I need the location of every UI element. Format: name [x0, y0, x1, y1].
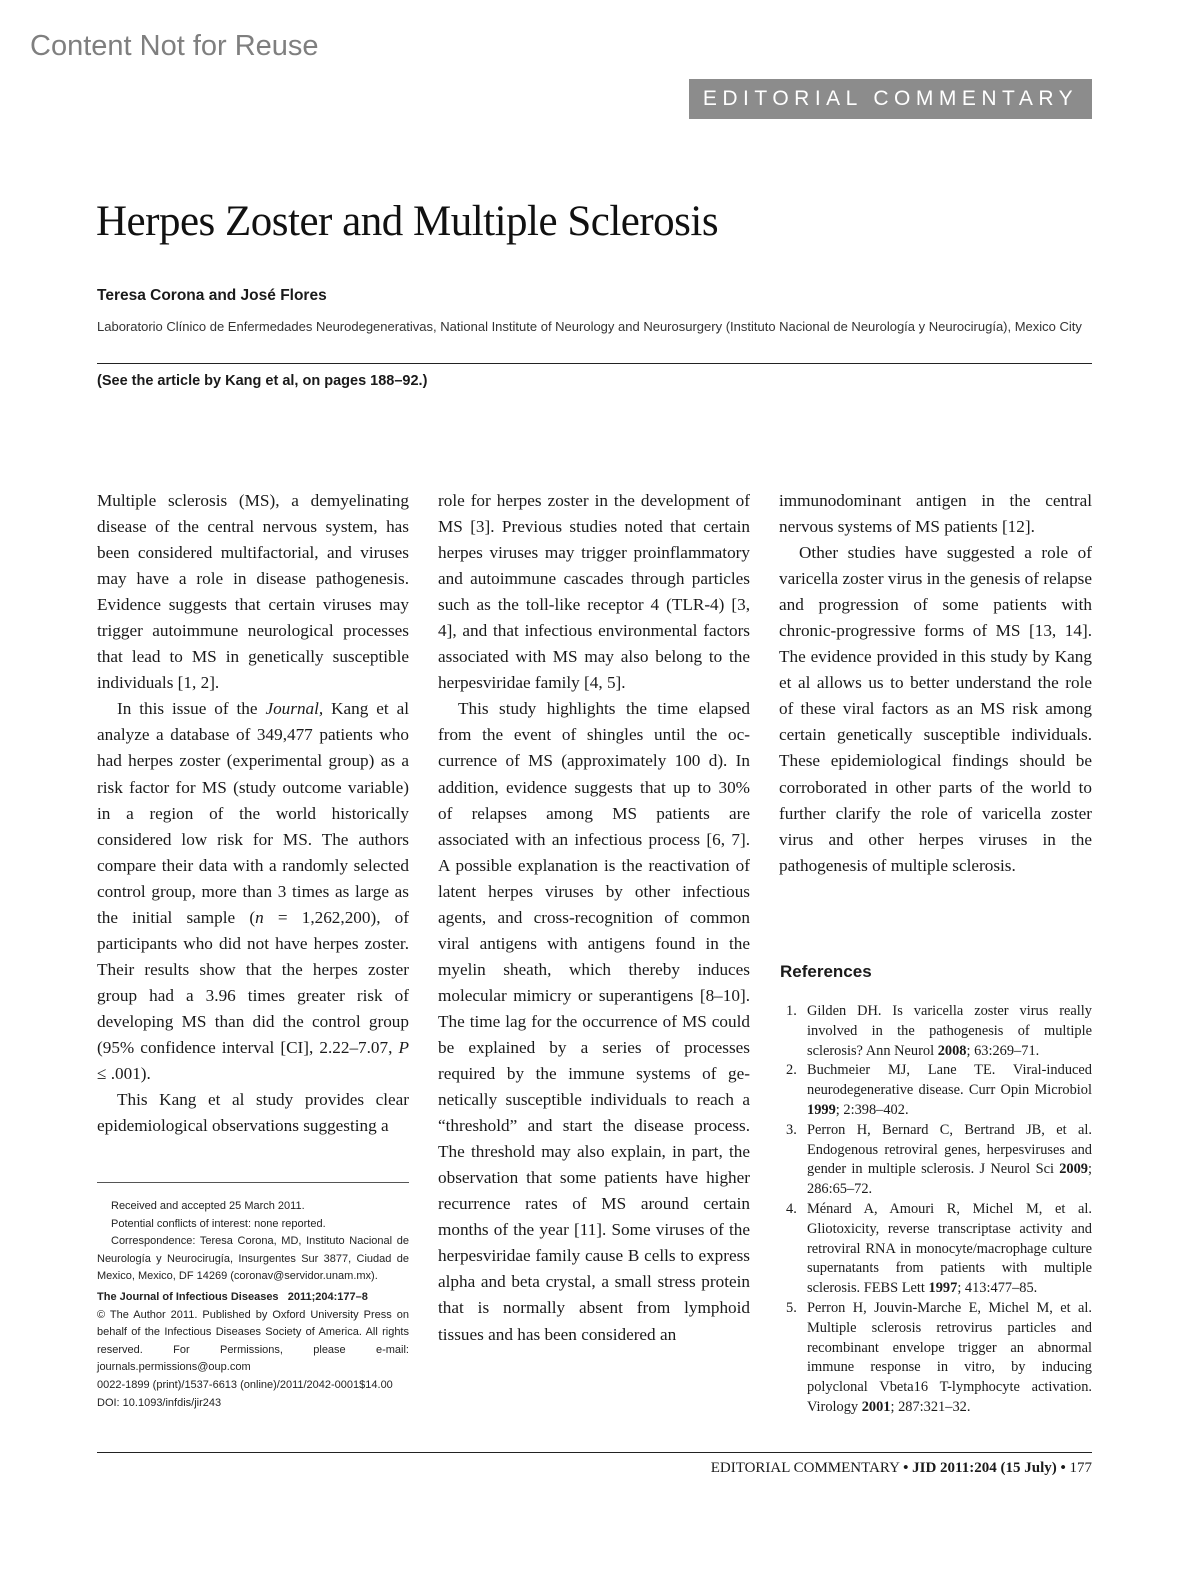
reference-number: 2. — [786, 1062, 797, 1079]
header-rule — [97, 363, 1092, 364]
page-number: 177 — [1069, 1460, 1092, 1476]
conflicts-note: Potential conflicts of interest: none reported. — [111, 1217, 326, 1230]
author-names: Teresa Corona and José Flores — [97, 287, 327, 304]
reference-number: 1. — [786, 1003, 797, 1019]
reference-year: 2001 — [861, 1398, 891, 1415]
author-affiliation: Laboratorio Clínico de Enfermedades Neurodegenerativas, National Institute of Neurology and Neurosurgery (Instituto Nacional de Neurología y Neurocirugía), Mexico City — [97, 319, 1082, 334]
reference-number: 4. — [786, 1200, 797, 1217]
running-section: EDITORIAL COMMENTARY — [710, 1460, 900, 1476]
bullet-separator: • — [1060, 1460, 1066, 1476]
reference-text: Ménard A, Amouri R, Michel M, et al. Gliotoxicity, reverse transcriptase activity and retroviral RNA in monocyte/macrophage culture supernatants from patients with multiple sclerosis. FEBS Lett 1997; 413:477–85. — [807, 1200, 1092, 1297]
running-footer — [711, 1460, 1092, 1477]
doi-line[interactable]: DOI: 10.1093/infdis/jir243 — [97, 1396, 222, 1409]
journal-italic: Journal, — [265, 699, 324, 719]
reference-text: Perron H, Jouvin-Marche E, Michel M, et al. Multiple sclerosis retrovirus particles and recombinant envelope trigger an abnormal immune response in vitro, by inducing polyclonal Vbeta16 T-lymphocyte activation. Virology 2001; 287:321–32. — [807, 1299, 1092, 1415]
references-heading: References — [780, 962, 872, 981]
reference-year: 2008 — [937, 1042, 967, 1059]
bullet-separator: • — [903, 1460, 909, 1476]
body-paragraph: This study highlights the time elapsed from the event of shingles until the occurrence of MS (approximately 100 d). In addition, evidence suggests that up to 30% of relapses among MS patients are associated with an infectious process [6, 7]. A possible explanation is the reactivation of latent herpes viruses by other infectious agents, and cross-recognition of common viral antigens with antigens found in the myelin sheath, which thereby induces molecular mimicry or superantigens [8–10]. The time lag for the occurrence of MS could be explained by a series of processes required by the immune systems of genetically susceptible individuals to reach a “threshold” and start the disease process. The threshold may also explain, in part, the observation that some patients have higher recurrence rates of MS around certain months of the year [11]. Some viruses of the herpesviridae family cause B cells to express alpha and beta crystal, a small stress protein that is normally absent from lymphoid tissues and has been considered an — [438, 699, 750, 1344]
body-paragraph: immunodominant antigen in the central nervous systems of MS patients [12]. — [779, 491, 1092, 537]
body-column-3 — [779, 488, 1092, 879]
reference-number: 3. — [786, 1121, 797, 1138]
section-banner: EDITORIAL COMMENTARY — [689, 79, 1092, 119]
body-column-1 — [97, 488, 409, 1139]
received-date: Received and accepted 25 March 2011. — [111, 1200, 305, 1212]
article-title: Herpes Zoster and Multiple Sclerosis — [96, 198, 719, 245]
reference-year: 1997 — [928, 1280, 958, 1297]
article-footnotes — [97, 1198, 409, 1412]
issn-line: 0022-1899 (print)/1537-6613 (online)/2011/2042-0001$14.00 — [97, 1378, 393, 1391]
journal-citation: The Journal of Infectious Diseases 2011;204:177–8 — [97, 1290, 368, 1303]
reference-item — [786, 1200, 1092, 1299]
reference-item — [786, 1299, 1092, 1418]
body-paragraph: Multiple sclerosis (MS), a demyelinating disease of the central nervous system, has been considered multifactorial, and viruses may have a role in disease pathogenesis. Evidence suggests that certain viruses may trigger autoimmune neurological processes that lead to MS in genetically susceptible individuals [1, 2]. — [97, 491, 409, 693]
reference-item — [786, 1121, 1092, 1200]
body-paragraph: This Kang et al study provides clear epidemiological observations suggesting a — [97, 1090, 409, 1136]
reference-item — [786, 1002, 1092, 1061]
reference-number: 5. — [786, 1299, 797, 1316]
reference-text: Perron H, Bernard C, Bertrand JB, et al. Endogenous retroviral genes, herpesviruses and gender in multiple sclerosis. J Neurol Sci 2009; 286:65–72. — [807, 1121, 1092, 1198]
reference-year: 2009 — [1059, 1161, 1088, 1178]
reference-item — [786, 1061, 1092, 1120]
footnote-rule — [97, 1182, 409, 1183]
body-paragraph: In this issue of the Journal, Kang et al analyze a database of 349,477 patients who had herpes zoster (experimental group) as a risk factor for MS (study outcome variable) in a region of the world historically considered low risk for MS. The authors compare their data with a randomly selected control group, more than 3 times as large as the initial sample (n = 1,262,200), of participants who did not have herpes zoster. Their results show that the herpes zoster group had a 3.96 times greater risk of developing MS than did the control group (95% confidence interval [CI], 2.22–7.07, P ≤ .001). — [97, 699, 409, 1084]
correspondence-note: Correspondence: Teresa Corona, MD, Instituto Nacional de Neurología y Neurocirugía, Insurgentes Sur 3877, Ciudad de Mexico, Mexico, DF 14269 (coronav@servidor.unam.mx). — [97, 1235, 409, 1283]
related-article-note[interactable]: (See the article by Kang et al, on pages 188–92.) — [97, 373, 428, 389]
reference-year: 1999 — [807, 1101, 836, 1118]
footer-rule — [97, 1452, 1092, 1453]
copyright-note: © The Author 2011. Published by Oxford University Press on behalf of the Infectious Diseases Society of America. All rights reserved. For Permissions, please e-mail: journals.permissions@oup.com — [97, 1308, 409, 1374]
reference-text: Buchmeier MJ, Lane TE. Viral-induced neurodegenerative disease. Curr Opin Microbiol 1999; 2:398–402. — [807, 1062, 1092, 1118]
body-column-2 — [438, 488, 750, 1348]
running-citation: JID 2011:204 (15 July) — [912, 1460, 1057, 1476]
body-paragraph: Other studies have suggested a role of varicella zoster virus in the genesis of relapse and progression of some patients with chronic-progressive forms of MS [13, 14]. The evidence provided in this study by Kang et al allows us to better understand the role of these viral factors as an MS risk among certain genetically susceptible individuals. These epidemiological findings should be corroborated in other parts of the world to further clarify the role of varicella zoster virus and other herpes viruses in the pathogenesis of multiple sclerosis. — [779, 543, 1092, 875]
reference-text: Gilden DH. Is varicella zoster virus really involved in the pathogenesis of multiple sclerosis? Ann Neurol 2008; 63:269–71. — [807, 1003, 1092, 1059]
body-paragraph: role for herpes zoster in the development of MS [3]. Previous studies noted that certain herpes viruses may trigger proinflammatory and autoimmune cascades through particles such as the toll-like receptor 4 (TLR-4) [3, 4], and that infectious environmental factors associated with MS may also belong to the herpesviridae family [4, 5]. — [438, 491, 750, 693]
references-list — [786, 1002, 1092, 1418]
watermark: Content Not for Reuse — [30, 30, 319, 62]
